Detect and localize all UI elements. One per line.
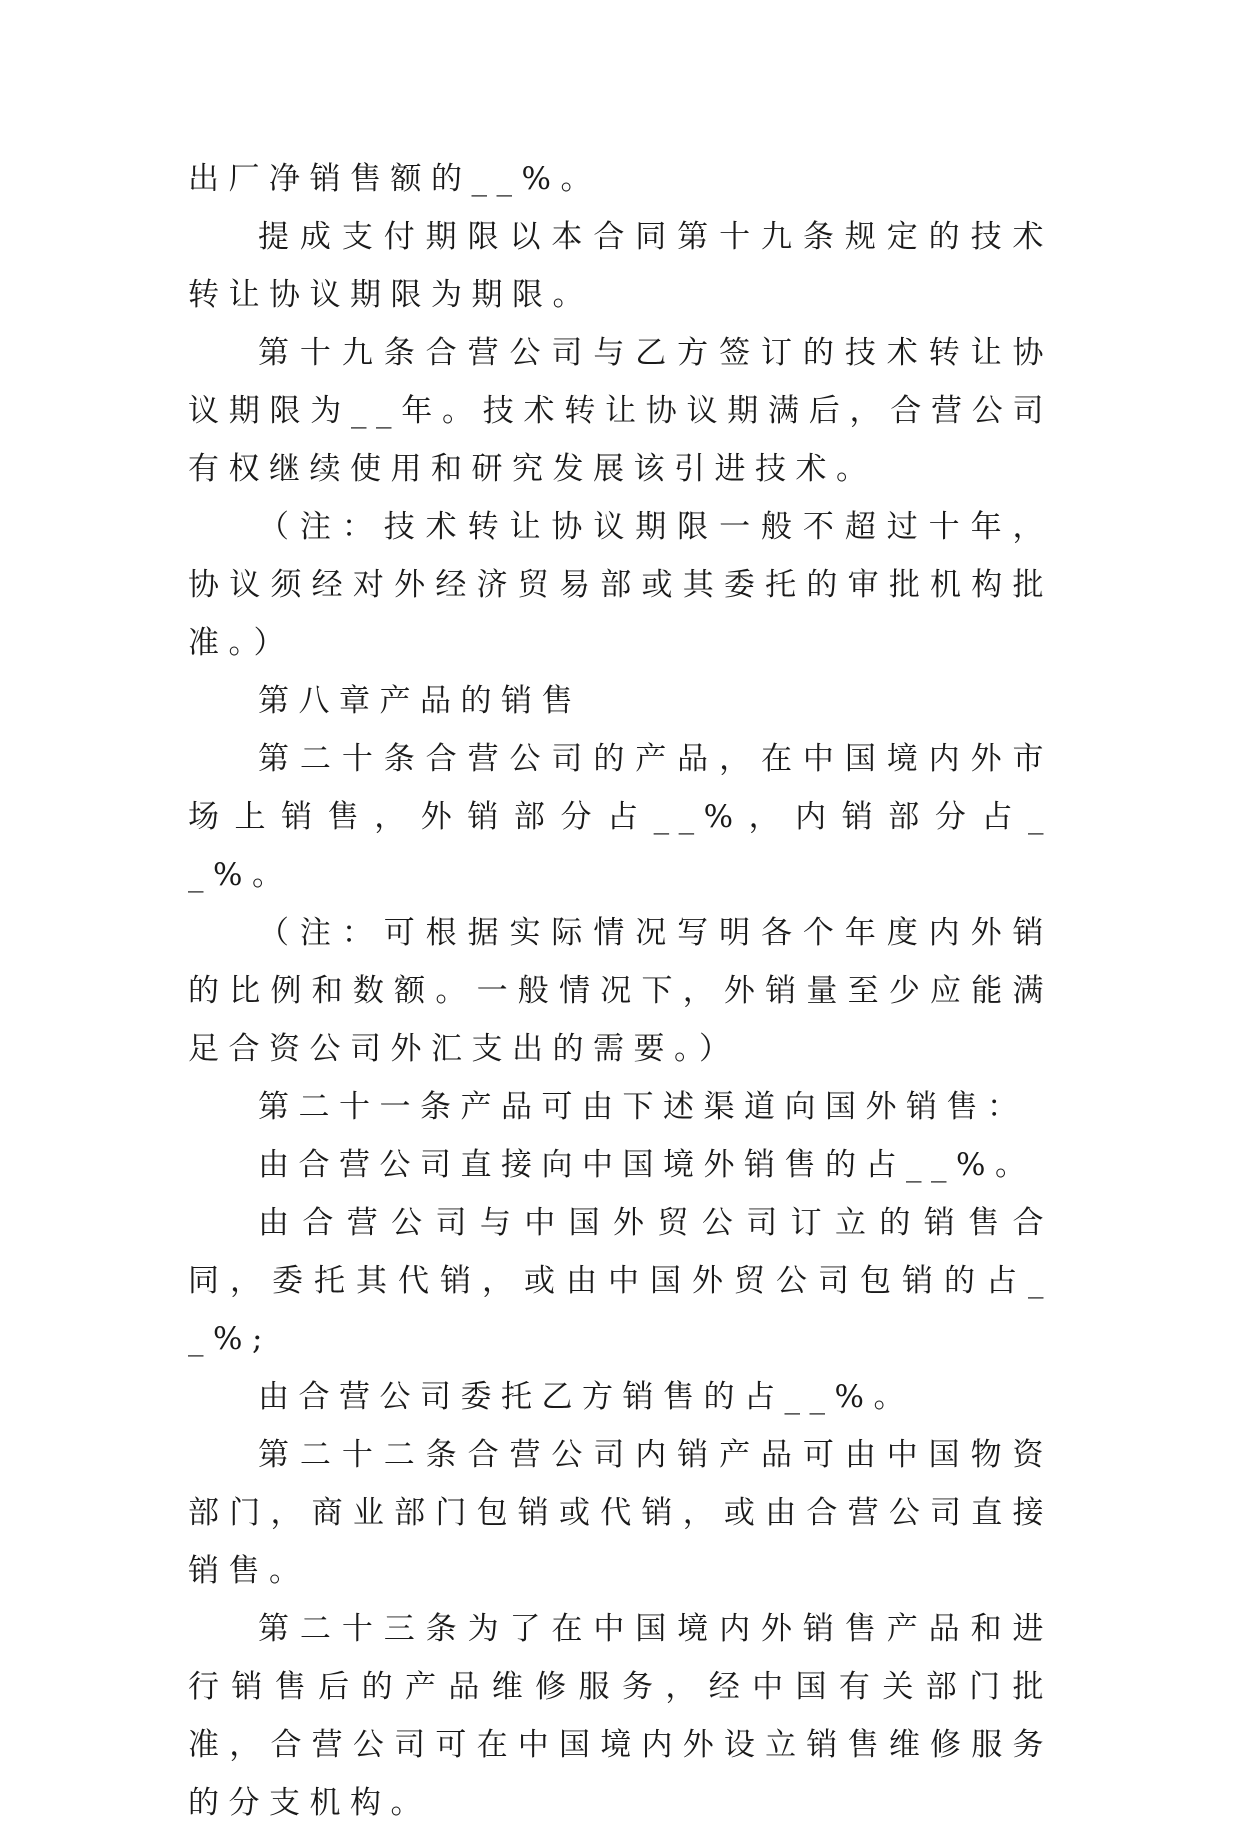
chapter-heading: 第八章产品的销售 xyxy=(258,683,582,719)
paragraph: 提成支付期限以本合同第十九条规定的技术转让协议期限为期限。 xyxy=(188,219,1053,313)
paragraph: 第二十三条为了在中国境内外销售产品和进行销售后的产品维修服务，经中国有关部门批准，合营公司可在中国境内外设立销售维修服务的分支机构。 xyxy=(188,1611,1053,1821)
note-paragraph: （注：可根据实际情况写明各个年度内外销的比例和数额。一般情况下，外销量至少应能满足合资公司外汇支出的需要。） xyxy=(188,915,1053,1067)
paragraph: 第二十二条合营公司内销产品可由中国物资部门，商业部门包销或代销，或由合营公司直接销售。 xyxy=(188,1437,1053,1589)
paragraph: 由合营公司与中国外贸公司订立的销售合同，委托其代销，或由中国外贸公司包销的占__%; xyxy=(188,1205,1053,1357)
paragraph: 第十九条合营公司与乙方签订的技术转让协议期限为__年。技术转让协议期满后，合营公司有权继续使用和研究发展该引进技术。 xyxy=(188,335,1053,487)
paragraph: 第二十一条产品可由下述渠道向国外销售： xyxy=(258,1089,1028,1125)
document-body xyxy=(188,150,1053,1832)
paragraph: 由合营公司直接向中国境外销售的占__%。 xyxy=(258,1147,1036,1183)
paragraph: 第二十条合营公司的产品，在中国境内外市场上销售，外销部分占__%，内销部分占__%。 xyxy=(188,741,1053,893)
paragraph: 出厂净销售额的__%。 xyxy=(188,161,601,197)
paragraph: 由合营公司委托乙方销售的占__%。 xyxy=(258,1379,914,1415)
note-paragraph: （注：技术转让协议期限一般不超过十年，协议须经对外经济贸易部或其委托的审批机构批准。） xyxy=(188,509,1053,661)
